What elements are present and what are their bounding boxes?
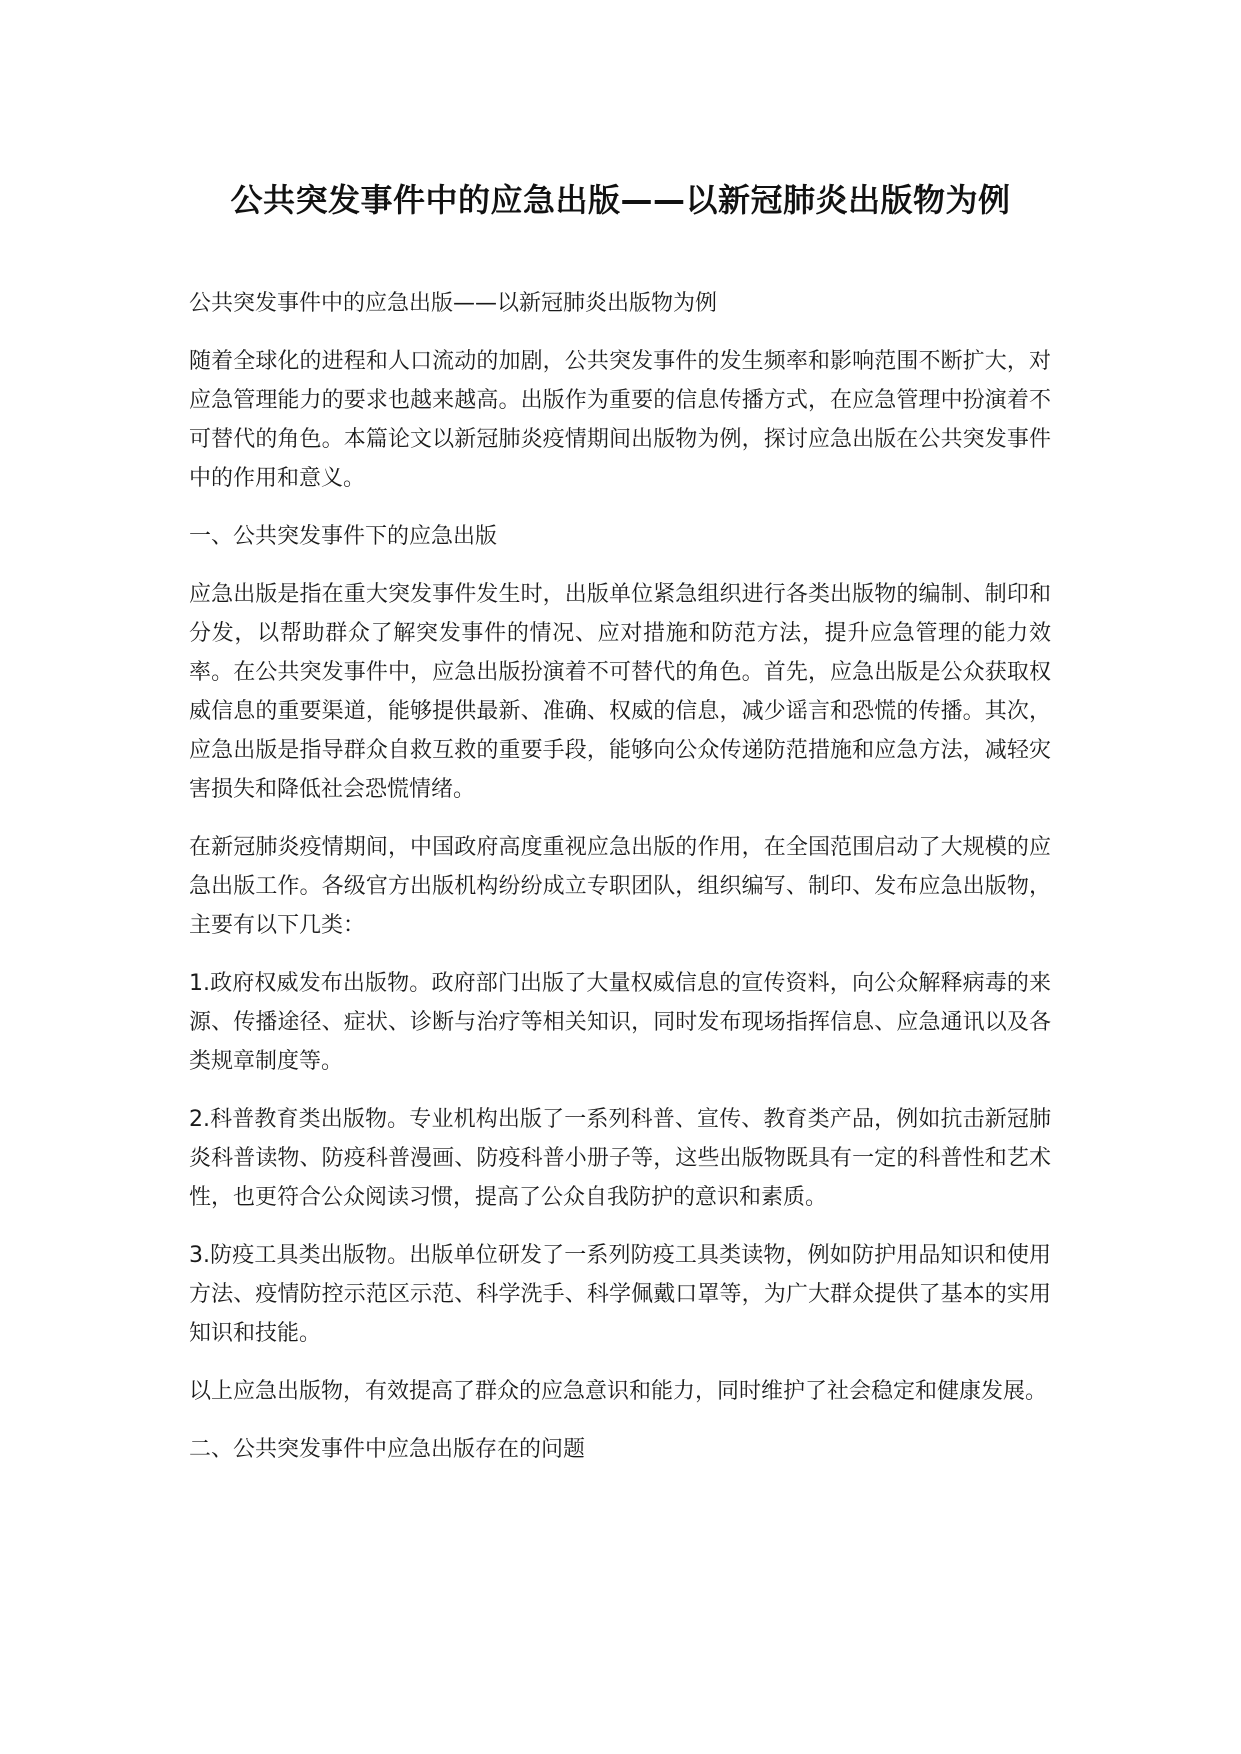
paragraph-summary: 以上应急出版物，有效提高了群众的应急意识和能力，同时维护了社会稳定和健康发展。 (189, 1379, 1048, 1404)
list-item-3: 3.防疫工具类出版物。出版单位研发了一系列防疫工具类读物，例如防护用品知识和使用方法、疫情防控示范区示范、科学洗手、科学佩戴口罩等，为广大群众提供了基本的实用知识和技能。 (189, 1243, 1051, 1346)
paragraph-covid-context: 在新冠肺炎疫情期间，中国政府高度重视应急出版的作用，在全国范围启动了大规模的应急出版工作。各级官方出版机构纷纷成立专职团队，组织编写、制印、发布应急出版物，主要有以下几类： (189, 835, 1051, 938)
paragraph-subtitle: 公共突发事件中的应急出版——以新冠肺炎出版物为例 (189, 291, 718, 316)
list-item-2: 2.科普教育类出版物。专业机构出版了一系列科普、宣传、教育类产品，例如抗击新冠肺炎科普读物、防疫科普漫画、防疫科普小册子等，这些出版物既具有一定的科普性和艺术性，也更符合公众阅读习惯，提高了公众自我防护的意识和素质。 (189, 1107, 1051, 1210)
list-item-1: 1.政府权威发布出版物。政府部门出版了大量权威信息的宣传资料，向公众解释病毒的来源、传播途径、症状、诊断与治疗等相关知识，同时发布现场指挥信息、应急通讯以及各类规章制度等。 (189, 971, 1051, 1074)
section-heading-2: 二、公共突发事件中应急出版存在的问题 (189, 1437, 586, 1462)
section-heading-1: 一、公共突发事件下的应急出版 (189, 524, 498, 549)
paragraph-intro: 随着全球化的进程和人口流动的加剧，公共突发事件的发生频率和影响范围不断扩大，对应急管理能力的要求也越来越高。出版作为重要的信息传播方式，在应急管理中扮演着不可替代的角色。本篇论文以新冠肺炎疫情期间出版物为例，探讨应急出版在公共突发事件中的作用和意义。 (189, 349, 1051, 491)
paragraph-definition: 应急出版是指在重大突发事件发生时，出版单位紧急组织进行各类出版物的编制、制印和分发，以帮助群众了解突发事件的情况、应对措施和防范方法，提升应急管理的能力效率。在公共突发事件中，应急出版扮演着不可替代的角色。首先，应急出版是公众获取权威信息的重要渠道，能够提供最新、准确、权威的信息，减少谣言和恐慌的传播。其次，应急出版是指导群众自救互救的重要手段，能够向公众传递防范措施和应急方法，减轻灾害损失和降低社会恐慌情绪。 (189, 582, 1051, 802)
document-body (189, 284, 1051, 1469)
document-title: 公共突发事件中的应急出版——以新冠肺炎出版物为例 (230, 181, 1011, 219)
